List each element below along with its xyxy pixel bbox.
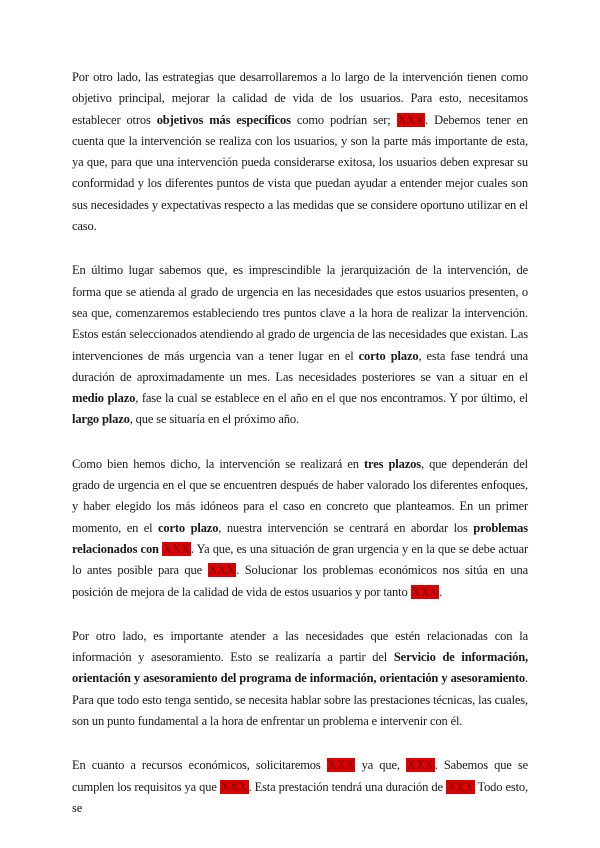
bold-text: tres plazos — [364, 456, 421, 471]
text-run: , nuestra intervención se centrará en abordar los — [218, 520, 474, 535]
text-run: . Ya que, es una situación de gran urgencia y en la que se debe actuar lo antes posible para que — [72, 541, 529, 578]
text-run: . Solucionar los problemas económicos nos sitúa en una posición de mejora de la calidad de vida de estos usuarios y por tanto — [72, 563, 528, 599]
paragraph-2 — [72, 260, 528, 430]
bold-text: problemas relacionados con — [72, 520, 528, 556]
bold-text: corto plazo — [158, 520, 219, 535]
redaction-mark: XXX — [407, 758, 434, 773]
text-run: , esta fase tendrá una duración de aproximadamente un mes. Las necesidades posteriores se van a situar en el — [72, 348, 528, 384]
redaction-mark: XXX — [163, 541, 190, 556]
text-run: Por otro lado, es importante atender a las necesidades que estén relacionadas con la información y asesoramiento. Esto se realizaría a partir del — [72, 628, 528, 665]
paragraph-3 — [72, 454, 528, 603]
bold-text: largo plazo — [72, 412, 130, 427]
paragraph-4 — [72, 626, 528, 732]
text-run: Por otro lado, las estrategias que desarrollaremos a lo largo de la intervención tienen como objetivo principal, mejorar la calidad de vida de los usuarios. Para esto, necesitamos establecer otros — [72, 70, 528, 127]
text-run: En último lugar sabemos que, es imprescindible la jerarquización de la intervención, de forma que se atienda al grado de urgencia en las necesidades que estos usuarios presenten, o sea que, comenzaremos estableciendo tres puntos clave a la hora de realizar la intervención. Estos están seleccionados atendiendo al grado de urgencia de las necesidades que existan. Las intervenciones de más urgencia van a tener lugar en el — [72, 263, 528, 363]
redaction-mark: XXX — [446, 779, 474, 794]
text-run: , que se situaría en el próximo año. — [129, 412, 299, 427]
text-run: . Para que todo esto tenga sentido, se necesita hablar sobre las prestaciones técnicas, las cuales, son un punto fundamental a la hora de enfrentar un problema e intervenir con él. — [72, 671, 528, 729]
paragraph-1 — [72, 67, 528, 237]
text-run: . Esta prestación tendrá una duración de — [248, 779, 446, 794]
paragraph-5 — [72, 755, 528, 819]
text-run: Como bien hemos dicho, la intervención se realizará en — [72, 456, 365, 471]
text-run: ya que, — [355, 758, 407, 773]
redaction-mark: XXX — [411, 584, 439, 599]
text-run: , fase la cual se establece en el año en el que nos encontramos. Y por último, el — [135, 391, 528, 406]
bold-text: Servicio de información, orientación y asesoramiento del programa de información, orientación y asesoramiento — [72, 650, 529, 686]
bold-text: objetivos más específicos — [156, 112, 291, 127]
redaction-mark: XXX — [220, 779, 248, 794]
text-run: como podrían ser; — [290, 112, 397, 127]
text-run: . — [439, 584, 443, 599]
text-run: . Debemos tener en cuenta que la intervención se realiza con los usuarios, y son la parte más importante de esta, ya que, para que una intervención pueda considerarse exitosa, los usuarios deben expresar su conformidad y los diferentes puntos de vista que puedan ayudar a entender mejor cuales son sus necesidades y expectativas respecto a las medidas que se considere oportuno utilizar en el caso. — [72, 112, 529, 234]
text-run: . Sabemos que se cumplen los requisitos ya que — [72, 758, 528, 794]
text-run: En cuanto a recursos económicos, solicitaremos — [72, 758, 327, 773]
text-run: Todo esto, se — [72, 779, 528, 815]
text-run: , que dependerán del grado de urgencia en el que se encuentren después de haber valorado los diferentes enfoques, y haber elegido los más idóneos para el caso en concreto que planteamos. En un primer momento, en el — [72, 456, 528, 535]
bold-text: medio plazo — [72, 391, 136, 406]
redaction-mark: XXX — [208, 563, 236, 578]
redaction-mark: XXX — [327, 758, 355, 773]
redaction-mark: XXX — [397, 112, 425, 127]
bold-text: corto plazo — [358, 348, 419, 363]
